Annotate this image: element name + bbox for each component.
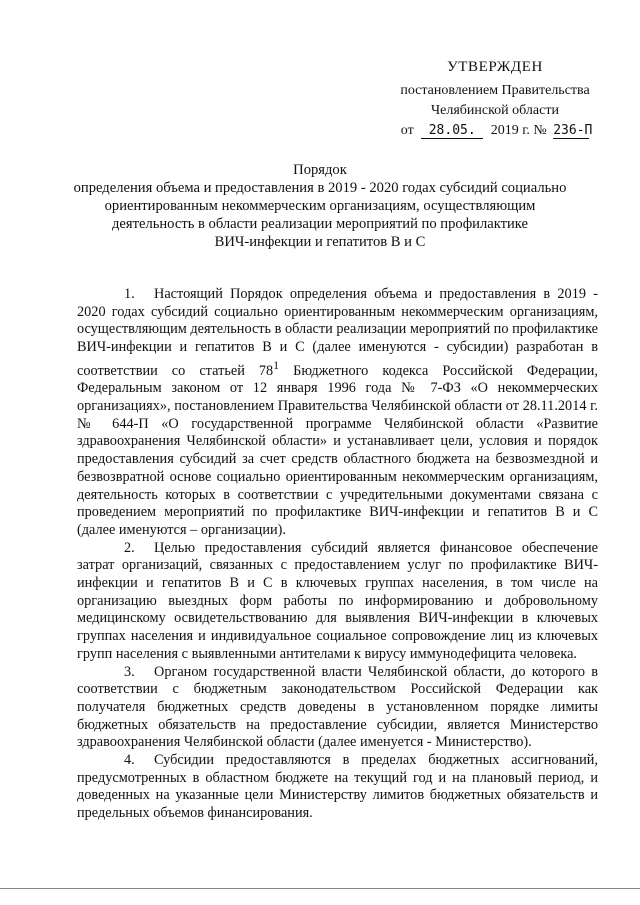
- paragraph-number: 4.: [124, 752, 135, 769]
- paragraph-number: 1.: [124, 286, 135, 302]
- approval-number: 236-П: [553, 123, 593, 138]
- approval-from-label: от: [400, 123, 414, 138]
- approval-year: 2019 г.: [490, 123, 530, 138]
- title-line-4: ВИЧ-инфекции и гепатитов В и С: [214, 234, 426, 250]
- approval-number-label: №: [533, 123, 547, 138]
- paragraph-number: 2.: [124, 539, 135, 556]
- paragraph-number: 3.: [124, 663, 135, 680]
- title-line-3: деятельность в области реализации мероприятий по профилактике: [111, 216, 529, 232]
- paragraph-text: Целью предоставления субсидий является финансовое обеспечение затрат организаций, связанных с предоставлением услуг по профилактике ВИЧ-инфекции и гепатитов В и С в ключевых группах населения, в том числе на организацию выездных форм работы по информированию и добровольному медицинскому освидетельствованию для выявления ВИЧ-инфекции в ключевых группах населения и индивидуальное социальное сопровождение лиц из ключевых групп населения с выявленными антителами к вирусу иммунодефицита человека.: [77, 539, 598, 662]
- document-body: [77, 286, 598, 823]
- paragraph-text: Настоящий Порядок определения объема и предоставления в 2019 - 2020 годах субсидий социально ориентированным некоммерческим организациям, осуществляющим деятельность в области реализации мероприятий по профилактике ВИЧ-инфекции и гепатитов В и С (далее именуются - субсидии) разработан в соответствии со статьей 78: [77, 286, 598, 379]
- approval-line-2: Челябинской области: [431, 103, 559, 118]
- paragraph-4: [77, 752, 598, 823]
- page-bottom-divider: [0, 888, 640, 889]
- paragraph-1: [77, 286, 598, 540]
- paragraph-text-continued: Бюджетного кодекса Российской Федерации, Федеральным законом от 12 января 1996 года № 7-ФЗ «О некоммерческих организациях», постановлением Правительства Челябинской области от 28.11.2014 г. № 644-П «О государственной программе Челябинской области «Развитие здравоохранения Челябинской области» и устанавливает цели, условия и порядок предоставления субсидий за счет средств областного бюджета на безвозмездной и безвозвратной основе социально ориентированным некоммерческим организациям, деятельность которых в соответствии с учредительными документами связана с проведением мероприятий по профилактике ВИЧ-инфекции и гепатитов В и С (далее именуются – организации).: [77, 362, 598, 538]
- title-heading: Порядок: [293, 162, 347, 178]
- approval-date: 28.05.: [421, 123, 483, 139]
- footnote-superscript: 1: [273, 357, 280, 372]
- paragraph-text: Субсидии предоставляются в пределах бюджетных ассигнований, предусмотренных в областном бюджете на текущий год и на плановый период, и доведенных на указанные цели Министерству лимитов бюджетных обязательств и предельных объемов финансирования.: [77, 752, 598, 822]
- approval-stamp: [370, 57, 620, 141]
- title-line-1: определения объема и предоставления в 2019 - 2020 годах субсидий социально: [73, 180, 567, 196]
- paragraph-3: [77, 664, 598, 753]
- approval-line-1: постановлением Правительства: [400, 83, 590, 98]
- approval-title: УТВЕРЖДЕН: [447, 59, 543, 75]
- paragraph-2: [77, 540, 598, 664]
- title-line-2: ориентированным некоммерческим организациям, осуществляющим: [104, 198, 536, 214]
- paragraph-text: Органом государственной власти Челябинской области, до которого в соответствии с бюджетным законодательством Российской Федерации как получателя бюджетных средств доведены в установленном порядке лимиты бюджетных обязательств на предоставление субсидии, является Министерство здравоохранения Челябинской области (далее именуется - Министерство).: [77, 663, 598, 751]
- document-title: [70, 161, 570, 251]
- approval-date-number: [370, 121, 620, 141]
